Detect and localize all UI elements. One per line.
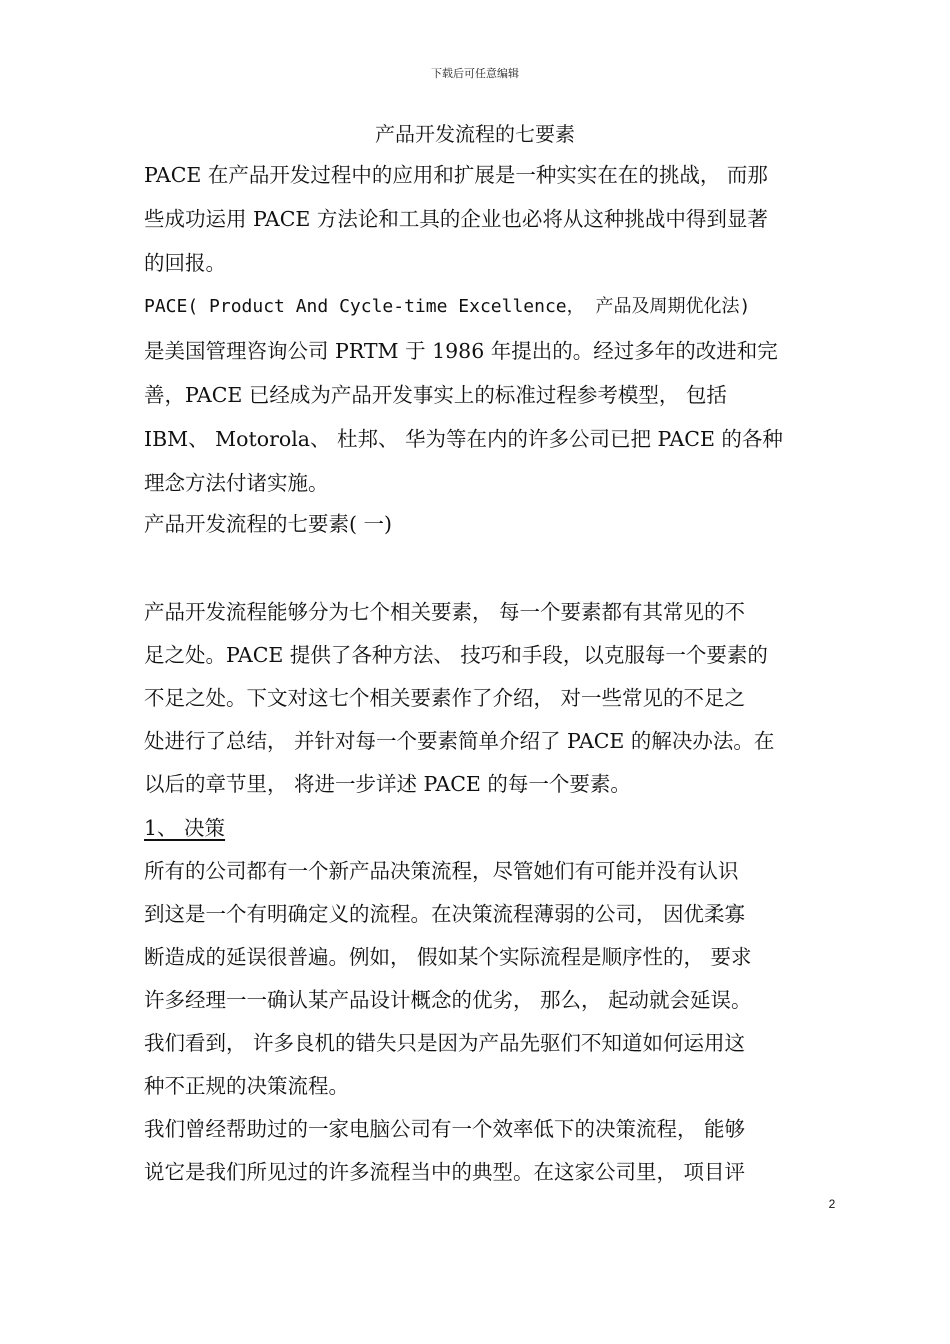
paragraph-line: 以后的章节里， 将进一步详述 PACE 的每一个要素。 <box>144 772 631 796</box>
document-title: 产品开发流程的七要素 <box>375 122 575 146</box>
paragraph-line: 断造成的延误很普遍。例如， 假如某个实际流程是顺序性的， 要求 <box>144 945 752 969</box>
paragraph-line: 理念方法付诸实施。 <box>144 471 329 495</box>
paragraph-line: 些成功运用 PACE 方法论和工具的企业也必将从这种挑战中得到显著 <box>144 207 768 231</box>
paragraph-line: 善，PACE 已经成为产品开发事实上的标准过程参考模型， 包括 <box>144 383 727 407</box>
paragraph-line: 说它是我们所见过的许多流程当中的典型。在这家公司里， 项目评 <box>144 1160 746 1184</box>
paragraph-line: 足之处。PACE 提供了各种方法、 技巧和手段，以克服每一个要素的 <box>144 643 768 667</box>
paragraph-line: 所有的公司都有一个新产品决策流程，尽管她们有可能并没有认识 <box>144 859 739 883</box>
paragraph-line: 种不正规的决策流程。 <box>144 1074 349 1098</box>
paragraph-line: 是美国管理咨询公司 PRTM 于 1986 年提出的。经过多年的改进和完 <box>144 339 778 363</box>
paragraph-line: 我们曾经帮助过的一家电脑公司有一个效率低下的决策流程， 能够 <box>144 1117 746 1141</box>
paragraph-line: IBM、 Motorola、 杜邦、 华为等在内的许多公司已把 PACE 的各种 <box>144 427 783 451</box>
pace-definition-line: PACE( Product And Cycle-time Excellence， 产品及周期优化法) <box>144 296 751 317</box>
paragraph-line: 我们看到， 许多良机的错失只是因为产品先驱们不知道如何运用这 <box>144 1031 746 1055</box>
paragraph-line: 的回报。 <box>144 251 226 275</box>
paragraph-line: 处进行了总结， 并针对每一个要素简单介绍了 PACE 的解决办法。在 <box>144 729 775 753</box>
page-number: 2 <box>828 1197 836 1211</box>
paragraph-line: 许多经理一一确认某产品设计概念的优劣， 那么， 起动就会延误。 <box>144 988 752 1012</box>
paragraph-line: 不足之处。下文对这七个相关要素作了介绍， 对一些常见的不足之 <box>144 686 746 710</box>
paragraph-line: 到这是一个有明确定义的流程。在决策流程薄弱的公司， 因优柔寡 <box>144 902 746 926</box>
paragraph-line: PACE 在产品开发过程中的应用和扩展是一种实实在在的挑战， 而那 <box>144 163 768 187</box>
item-heading: 1、 决策 <box>144 816 226 840</box>
section-heading: 产品开发流程的七要素( 一) <box>144 512 393 536</box>
paragraph-line: 产品开发流程能够分为七个相关要素， 每一个要素都有其常见的不 <box>144 600 746 624</box>
page-header: 下载后可任意编辑 <box>431 67 519 80</box>
